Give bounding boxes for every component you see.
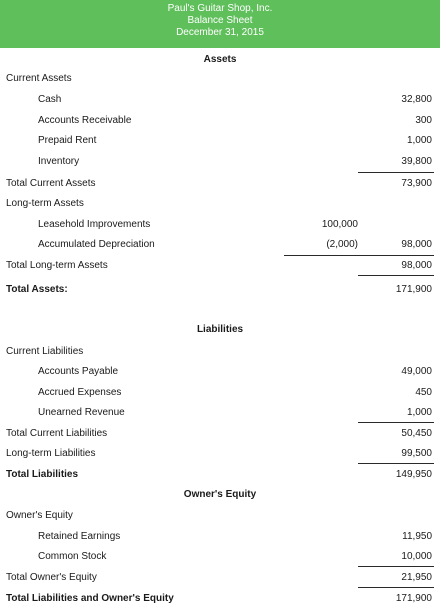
current-assets-heading-row [0, 70, 440, 90]
line-item-label: Accumulated Depreciation [38, 239, 155, 250]
line-item-label: Common Stock [38, 551, 107, 562]
line-item-amount: 450 [415, 387, 432, 398]
current-assets-heading: Current Assets [6, 73, 72, 84]
underline [358, 422, 434, 423]
total-label: Total Long-term Assets [6, 260, 108, 271]
underline [358, 566, 434, 567]
owners-equity-section-row [0, 507, 440, 527]
current-liabilities-heading-row [0, 343, 440, 363]
total-current-assets-row [0, 175, 440, 195]
line-item-amount: 39,800 [401, 156, 432, 167]
owners-equity-heading: Owner's Equity [183, 489, 257, 500]
line-item-label: Accounts Payable [38, 366, 119, 377]
line-item-label: Leasehold Improvements [38, 219, 151, 230]
line-item-prepaid-rent [0, 132, 440, 152]
line-item-amount: 11,950 [402, 531, 432, 542]
owners-equity-section-heading: Owner's Equity [6, 510, 73, 521]
line-item-label: Accounts Receivable [38, 115, 132, 126]
line-item-amount: 300 [415, 115, 432, 126]
underline [358, 172, 434, 173]
line-item-label: Accrued Expenses [38, 387, 122, 398]
long-term-liabilities-row [0, 445, 440, 465]
line-item-amount: 10,000 [401, 551, 432, 562]
line-item-common-stock [0, 548, 440, 568]
total-assets-row [0, 281, 440, 301]
line-item-label: Long-term Liabilities [6, 448, 96, 459]
statement-header [0, 0, 440, 48]
line-item-amount: 1,000 [406, 135, 432, 146]
line-item-label: Cash [38, 94, 62, 105]
total-assets-amount: 171,900 [395, 284, 432, 295]
underline [358, 587, 434, 588]
line-item-amount: 98,000 [401, 239, 432, 250]
total-amount: 21,950 [401, 572, 432, 583]
statement-title: Balance Sheet [187, 15, 253, 26]
assets-heading: Assets [203, 54, 237, 65]
grand-total-label: Total Liabilities and Owner's Equity [6, 593, 174, 604]
line-item-retained-earnings [0, 528, 440, 548]
total-liabilities-row [0, 466, 440, 486]
total-amount: 98,000 [401, 260, 432, 271]
statement-date: December 31, 2015 [176, 27, 264, 38]
line-item-amount: 49,000 [401, 366, 432, 377]
total-label: Total Owner's Equity [6, 572, 97, 583]
liabilities-heading: Liabilities [196, 324, 244, 335]
total-liabilities-amount: 149,950 [395, 469, 432, 480]
line-item-amount: 32,800 [401, 94, 432, 105]
total-amount: 73,900 [401, 178, 432, 189]
underline [284, 255, 360, 256]
line-item-cash [0, 91, 440, 111]
line-item-label: Inventory [38, 156, 80, 167]
total-label: Total Current Liabilities [6, 428, 108, 439]
total-assets-label: Total Assets: [6, 284, 68, 295]
total-owners-equity-row [0, 569, 440, 589]
line-item-accrued-expenses [0, 384, 440, 404]
line-item-unearned-revenue [0, 404, 440, 424]
line-item-subamount: (2,000) [326, 239, 358, 250]
line-item-label: Prepaid Rent [38, 135, 97, 146]
grand-total-amount: 171,900 [395, 593, 432, 604]
line-item-subamount: 100,000 [321, 219, 358, 230]
line-item-amount: 99,500 [401, 448, 432, 459]
line-item-label: Unearned Revenue [38, 407, 125, 418]
line-item-accumulated-depreciation [0, 236, 440, 256]
line-item-accounts-receivable [0, 112, 440, 132]
line-item-accounts-payable [0, 363, 440, 383]
company-name: Paul's Guitar Shop, Inc. [167, 3, 273, 14]
line-item-inventory [0, 153, 440, 173]
line-item-amount: 1,000 [406, 407, 432, 418]
total-liabilities-label: Total Liabilities [6, 469, 79, 480]
line-item-leasehold-improvements [0, 216, 440, 236]
total-long-term-assets-row [0, 257, 440, 277]
total-amount: 50,450 [401, 428, 432, 439]
balance-sheet [0, 48, 440, 613]
underline [358, 275, 434, 276]
line-item-label: Retained Earnings [38, 531, 121, 542]
long-term-assets-heading: Long-term Assets [6, 198, 84, 209]
underline [358, 255, 434, 256]
long-term-assets-heading-row [0, 195, 440, 215]
total-current-liabilities-row [0, 425, 440, 445]
grand-total-row [0, 590, 440, 610]
total-label: Total Current Assets [6, 178, 96, 189]
current-liabilities-heading: Current Liabilities [6, 346, 84, 357]
underline [358, 463, 434, 464]
